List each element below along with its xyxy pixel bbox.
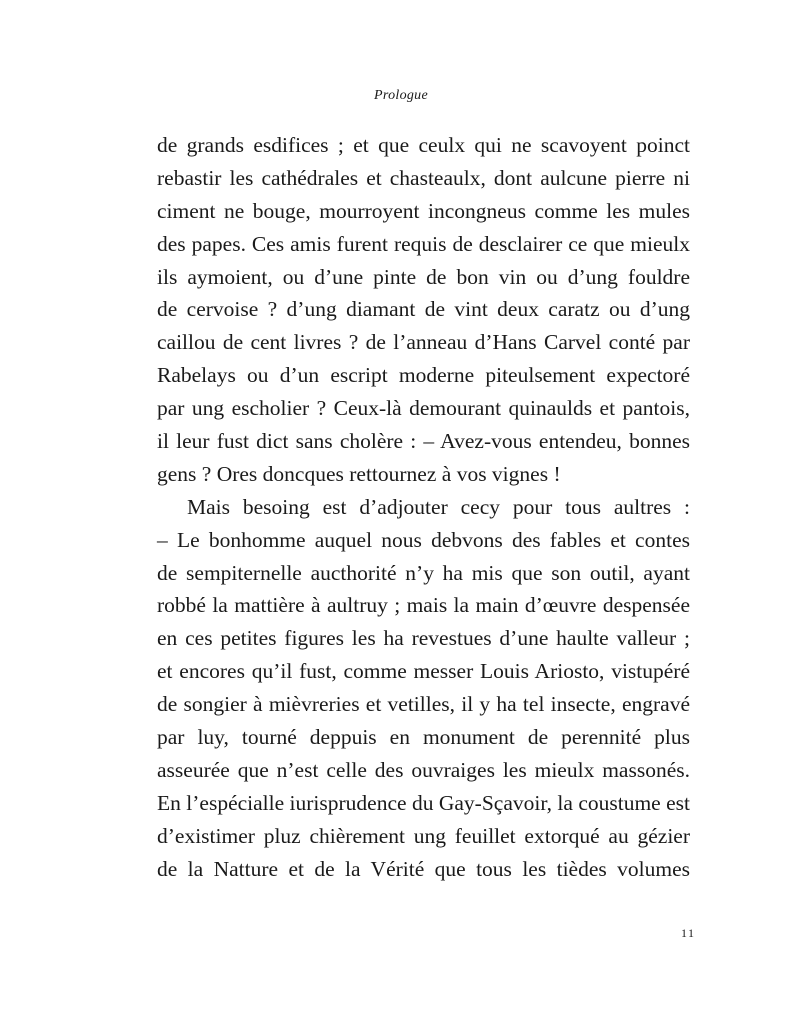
text-line: par luy, tourné deppuis en monument de perennité plus <box>157 725 690 750</box>
text-line: et encores qu’il fust, comme messer Louis Ariosto, vistupéré <box>157 659 690 684</box>
text-line: rebastir les cathédrales et chasteaulx, dont aulcune pierre ni <box>157 165 690 190</box>
text-line: ciment ne bouge, mourroyent incongneus comme les mules <box>157 198 690 223</box>
text-line: de cervoise ? d’ung diamant de vint deux caratz ou d’ung <box>157 297 690 322</box>
text-line: asseurée que n’est celle des ouvraiges les mieulx massonés. <box>157 757 690 782</box>
text-line: ils aymoient, ou d’une pinte de bon vin ou d’ung fouldre <box>157 264 690 289</box>
text-line: en ces petites figures les ha revestues d’une haulte valleur ; <box>157 626 690 651</box>
text-line: par ung escholier ? Ceux-là demourant quinaulds et pantois, <box>157 396 690 421</box>
text-line: d’existimer pluz chièrement ung feuillet extorqué au gézier <box>157 823 690 848</box>
text-line: de sempiternelle aucthorité n’y ha mis que son outil, ayant <box>157 560 690 585</box>
text-line: il leur fust dict sans cholère : – Avez-vous entendeu, bonnes <box>157 429 690 454</box>
text-line: En l’espécialle iurisprudence du Gay-Sçavoir, la coustume est <box>157 790 690 815</box>
text-line: des papes. Ces amis furent requis de desclairer ce que mieulx <box>157 231 690 256</box>
text-line: Rabelays ou d’un escript moderne piteulsement expectoré <box>157 363 690 388</box>
text-line: de la Natture et de la Vérité que tous les tièdes volumes <box>157 856 690 881</box>
text-line: gens ? Ores doncques rettournez à vos vignes ! <box>157 461 561 486</box>
text-line: de grands esdifices ; et que ceulx qui ne scavoyent poinct <box>157 133 690 157</box>
running-head: Prologue <box>374 88 428 103</box>
page-number: 11 <box>681 926 696 940</box>
text-line: Mais besoing est d’adjouter cecy pour tous aultres : <box>187 494 690 519</box>
text-line: robbé la mattière à aultruy ; mais la main d’œuvre despensée <box>157 593 690 618</box>
text-line: de songier à mièvreries et vetilles, il y ha tel insecte, engravé <box>157 692 690 717</box>
text-line: caillou de cent livres ? de l’anneau d’Hans Carvel conté par <box>157 330 690 355</box>
body-text <box>157 129 690 885</box>
text-line: – Le bonhomme auquel nous debvons des fables et contes <box>157 527 690 552</box>
